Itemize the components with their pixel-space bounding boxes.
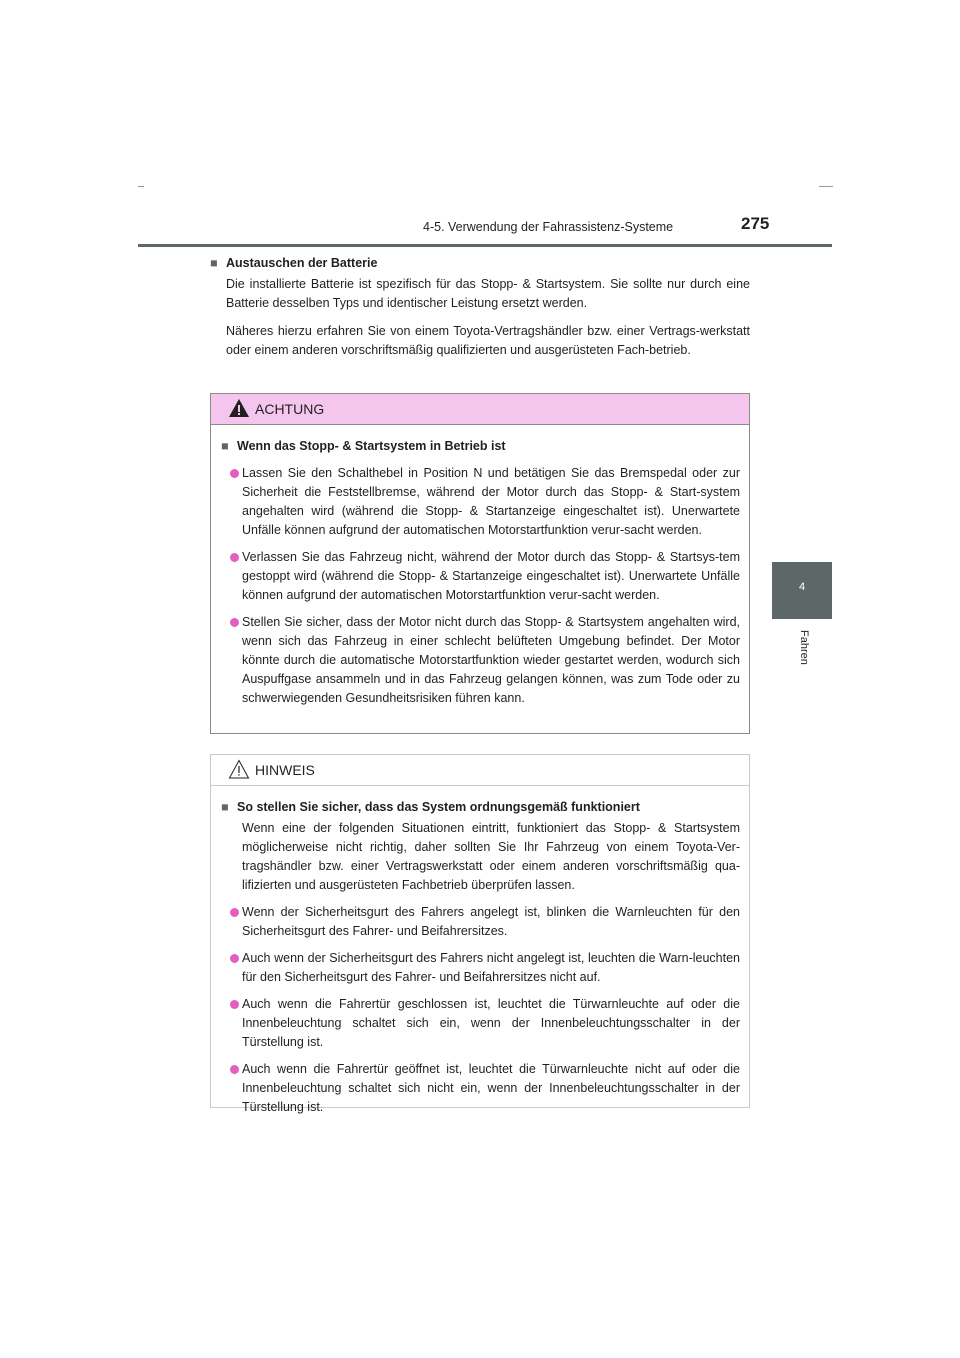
warning-filled-triangle-icon: [228, 398, 250, 419]
notice-title: HINWEIS: [255, 762, 315, 778]
main-paragraph: Die installierte Batterie ist spezifisch für das Stopp- & Startsystem. Sie sollte nur durch eine Batterie desselben Typs und identischer Leistung ersetzt werden.: [226, 277, 750, 310]
main-paragraph: Näheres hierzu erfahren Sie von einem Toyota-Vertragshändler bzw. einer Vertrags-werkstatt oder einem anderen vorschriftsmäßig qualifizierten und ausgerüsteten Fach-betrieb.: [226, 324, 750, 357]
notice-bullet: [221, 1060, 740, 1117]
caution-header: [211, 394, 749, 425]
caution-title: ACHTUNG: [255, 401, 325, 417]
caution-heading-text: Wenn das Stopp- & Startsystem in Betrieb ist: [237, 439, 506, 453]
bullet-dot-icon: [230, 1000, 239, 1009]
header-rule: [138, 244, 832, 247]
bullet-dot-icon: [230, 469, 239, 478]
bullet-dot-icon: [230, 954, 239, 963]
main-section: [210, 254, 750, 360]
square-bullet-icon: ■: [221, 800, 229, 814]
caution-bullet-text: Verlassen Sie das Fahrzeug nicht, während der Motor durch das Stopp- & Startsys-tem gestoppt wird (während die Stopp- & Startanzeige eingeschaltet ist). Unerwartete Unfälle können aufgrund der automatischen Motorstartfunktion verur-sacht werden.: [242, 550, 740, 602]
bullet-dot-icon: [230, 618, 239, 627]
notice-box: [210, 754, 750, 1114]
square-bullet-icon: ■: [210, 256, 218, 270]
caution-heading: [221, 437, 740, 456]
section-title: 4-5. Verwendung der Fahrassistenz-Systeme: [423, 220, 674, 234]
caution-bullet: [221, 464, 740, 540]
notice-heading-text: So stellen Sie sicher, dass das System ordnungsgemäß funktioniert: [237, 800, 640, 814]
notice-intro: Wenn eine der folgenden Situationen eintritt, funktioniert das Stopp- & Startsystem möglicherweise nicht richtig, daher sollten Sie Ihr Fahrzeug von einem Toyota-Ver-tragshändler bzw. einer Vertragswerkstatt oder einem anderen vorschriftsmäßig qua-lifizierten und ausgerüsteten Fachbetrieb überprüfen lassen.: [242, 821, 740, 892]
notice-bullet-text: Auch wenn der Sicherheitsgurt des Fahrers nicht angelegt ist, leuchten die Warn-leuchten für den Sicherheitsgurt des Fahrer- und Beifahrersitzes nicht auf.: [242, 951, 740, 984]
chapter-tab[interactable]: [772, 562, 832, 619]
chapter-label: Fahren: [798, 630, 810, 665]
crop-mark-right: [819, 186, 833, 187]
notice-bullet-text: Wenn der Sicherheitsgurt des Fahrers angelegt ist, blinken die Warnleuchten für den Sicherheitsgurt des Fahrer- und Beifahrersitzes.: [242, 905, 740, 938]
bullet-dot-icon: [230, 908, 239, 917]
crop-mark-left: [138, 186, 144, 187]
page-number: 275: [741, 214, 770, 233]
notice-bullet: [221, 903, 740, 941]
bullet-dot-icon: [230, 553, 239, 562]
caution-bullet: [221, 613, 740, 708]
notice-bullet: [221, 995, 740, 1052]
square-bullet-icon: ■: [221, 439, 229, 453]
notice-header: [211, 755, 749, 786]
caution-bullet-text: Stellen Sie sicher, dass der Motor nicht durch das Stopp- & Startsystem angehalten wird, wenn sich das Fahrzeug in einer schlecht belüfteten Umgebung befindet. Der Motor könnte durch die automatische Motorstartfunktion wieder gestartet werden, wodurch sich Auspuffgase ansammeln und in das Fahrzeug gelangen können, was zum Tode oder zu schwerwiegenden Gesundheitsrisiken führen kann.: [242, 615, 740, 705]
warning-outline-triangle-icon: [228, 759, 250, 780]
notice-bullet-text: Auch wenn die Fahrertür geöffnet ist, leuchtet die Türwarnleuchte nicht auf oder die Innenbeleuchtung schaltet sich nicht ein, wenn der Innenbeleuchtungsschalter in der Türstellung ist.: [242, 1062, 740, 1114]
notice-heading: [221, 798, 740, 817]
caution-bullet: [221, 548, 740, 605]
main-heading-text: Austauschen der Batterie: [226, 256, 378, 270]
notice-bullet-text: Auch wenn die Fahrertür geschlossen ist, leuchtet die Türwarnleuchte auf oder die Innenbeleuchtung schaltet sich ein, wenn der Innenbeleuchtungsschalter in der Türstellung ist.: [242, 997, 740, 1049]
caution-box: [210, 393, 750, 734]
caution-bullet-text: Lassen Sie den Schalthebel in Position N und betätigen Sie das Bremspedal oder zur Sicherheit die Feststellbremse, während der Motor durch das Stopp- & Start-system angehalten wird (während die Stopp- & Startanzeige eingeschaltet ist). Unerwartete Unfälle können aufgrund der automatischen Motorstartfunktion verur-sacht werden.: [242, 466, 740, 537]
main-heading: [210, 254, 750, 273]
bullet-dot-icon: [230, 1065, 239, 1074]
chapter-number: 4: [798, 581, 806, 593]
notice-bullet: [221, 949, 740, 987]
